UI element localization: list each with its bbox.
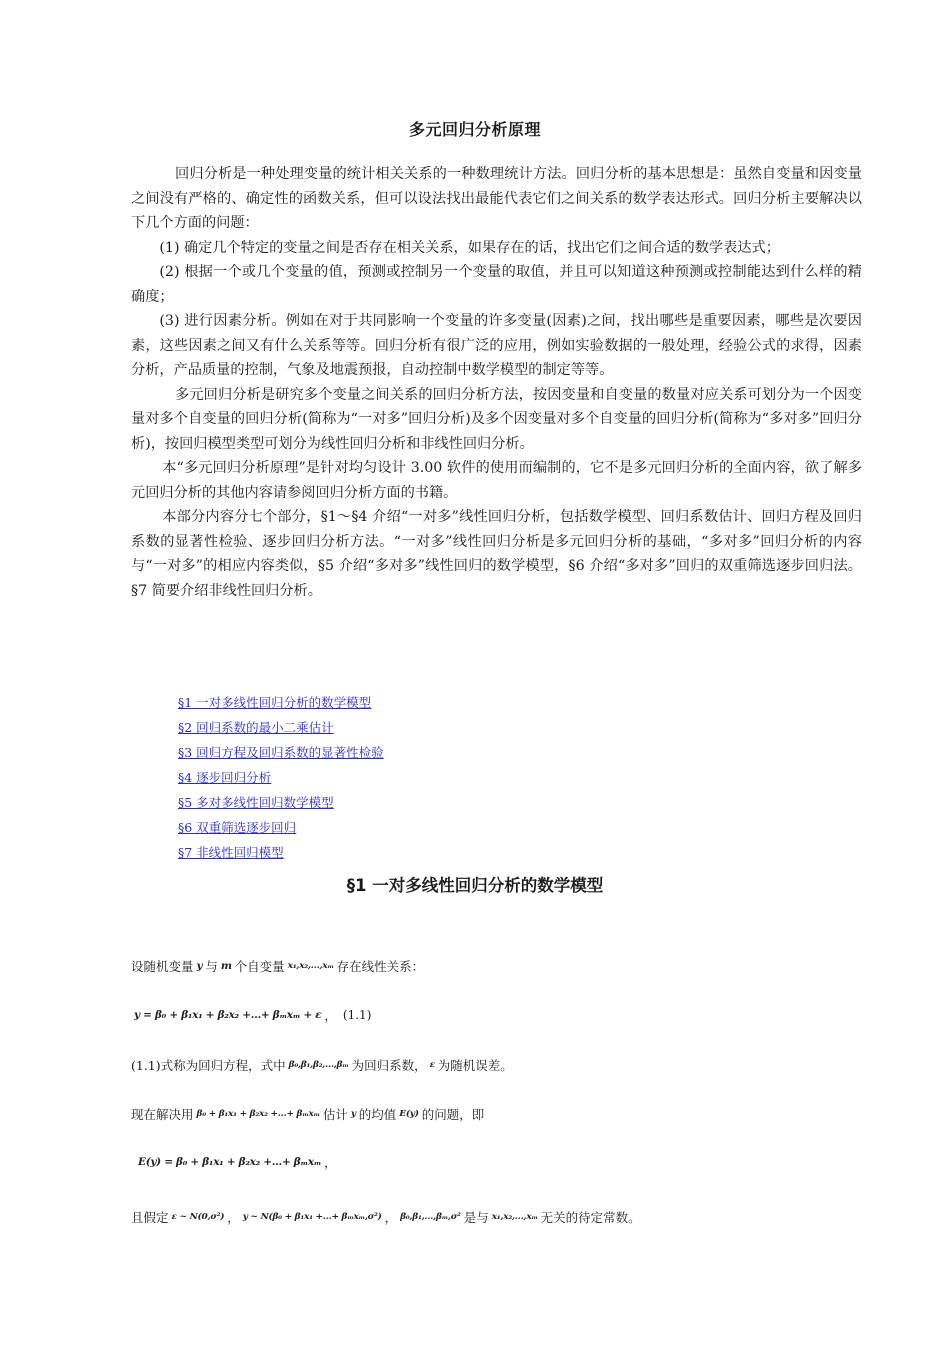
model-intro-line: 设随机变量 y 与 m 个自变量 x₁,x₂,…,xₘ 存在线性关系： xyxy=(131,959,425,974)
formula-variables-2: x₁,x₂,…,xₘ xyxy=(491,1212,538,1222)
formula-regression-equation: y = β₀ + β₁x₁ + β₂x₂ +…+ βₘxₘ + ε xyxy=(134,1009,322,1021)
formula-error-distribution: ε ~ N(0,σ²) xyxy=(171,1212,225,1222)
paragraph-outline: 本部分内容分七个部分，§1～§4 介绍“一对多”线性回归分析，包括数学模型、回归系数估计、回归方程及回归系数的显著性检验、逐步回归分析方法。“一对多”线性回归分析是多元回归分析的基础，“多对多”回归分析的内容与“一对多”的相应内容类似，§5 介绍“多对多”线性回归的数学模型，§6 介绍“多对多”回归的双重筛选逐步回归法。§7 简要介绍非线性回归分析。 xyxy=(131,509,862,599)
section-1-heading: §1 一对多线性回归分析的数学模型 xyxy=(346,876,604,895)
toc-link-section-4[interactable]: §4 逐步回归分析 xyxy=(178,770,272,785)
expectation-equation: E(y) = β₀ + β₁x₁ + β₂x₂ +…+ βₘxₘ ， xyxy=(138,1155,337,1170)
toc-link-section-3[interactable]: §3 回归方程及回归系数的显著性检验 xyxy=(178,745,384,760)
toc-link-section-7[interactable]: §7 非线性回归模型 xyxy=(178,845,284,860)
formula-betas: β₀,β₁,β₂,…,βₘ xyxy=(288,1060,349,1070)
paragraph-software-note: 本“多元回归分析原理”是针对均匀设计 3.00 软件的使用而编制的，它不是多元回归分析的全面内容，欲了解多元回归分析的其他内容请参阅回归分析方面的书籍。 xyxy=(131,460,862,501)
formula-epsilon: ε xyxy=(429,1060,435,1070)
formula-linear-form: β₀ + β₁x₁ + β₂x₂ +…+ βₘxₘ xyxy=(196,1109,320,1119)
formula-expectation-equation: E(y) = β₀ + β₁x₁ + β₂x₂ +…+ βₘxₘ xyxy=(138,1156,322,1168)
paragraph-multivariate: 多元回归分析是研究多个变量之间关系的回归分析方法，按因变量和自变量的数量对应关系可划分为一个因变量对多个自变量的回归分析(简称为“一对多”回归分析)及多个因变量对多个自变量的回归分析(简称为“多对多”回归分析)，按回归模型类型可划分为线性回归分析和非线性回归分析。 xyxy=(131,386,862,452)
formula-variables: x₁,x₂,…,xₘ xyxy=(287,961,334,971)
coefficients-line: (1.1)式称为回归方程，式中 β₀,β₁,β₂,…,βₘ 为回归系数， ε 为随机误差。 xyxy=(131,1058,513,1073)
formula-parameters: β₀,β₁,…,βₘ,σ² xyxy=(400,1212,461,1222)
assumption-line: 且假定 ε ~ N(0,σ²) ， y ~ N(β₀ + β₁x₁ +…+ βₘxₘ,σ²) ， β₀,β₁,…,βₘ,σ² 是与 x₁,x₂,…,xₘ 无关的待定常数。 xyxy=(131,1210,641,1225)
paragraph-item-1: (1) 确定几个特定的变量之间是否存在相关关系，如果存在的话，找出它们之间合适的数学表达式； xyxy=(159,239,780,256)
formula-m: m xyxy=(220,960,232,972)
intro-body xyxy=(131,162,862,603)
equation-1-1: y = β₀ + β₁x₁ + β₂x₂ +…+ βₘxₘ + ε ， (1.1) xyxy=(134,1008,372,1023)
table-of-contents xyxy=(178,690,384,865)
paragraph-item-2: (2) 根据一个或几个变量的值，预测或控制另一个变量的取值，并且可以知道这种预测或控制能达到什么样的精确度； xyxy=(131,264,862,305)
toc-link-section-1[interactable]: §1 一对多线性回归分析的数学模型 xyxy=(178,695,372,710)
formula-y: y xyxy=(196,960,203,972)
paragraph-item-3: (3) 进行因素分析。例如在对于共同影响一个变量的许多变量(因素)之间，找出哪些是重要因素，哪些是次要因素，这些因素之间又有什么关系等等。回归分析有很广泛的应用，例如实验数据的一般处理，经验公式的求得，因素分析，产品质量的控制，气象及地震预报，自动控制中数学模型的制定等等。 xyxy=(131,313,862,378)
equation-number: (1.1) xyxy=(342,1008,372,1022)
toc-link-section-6[interactable]: §6 双重筛选逐步回归 xyxy=(178,820,297,835)
formula-expectation: E(y) xyxy=(399,1109,419,1119)
paragraph-intro: 回归分析是一种处理变量的统计相关关系的一种数理统计方法。回归分析的基本思想是：虽然自变量和因变量之间没有严格的、确定性的函数关系，但可以设法找出最能代表它们之间关系的数学表达形式。回归分析主要解决以下几个方面的问题： xyxy=(131,166,862,231)
estimation-line: 现在解决用 β₀ + β₁x₁ + β₂x₂ +…+ βₘxₘ 估计 y 的均值 E(y) 的问题，即 xyxy=(131,1107,485,1122)
formula-y-2: y xyxy=(350,1109,356,1119)
document-title: 多元回归分析原理 xyxy=(408,120,541,139)
toc-link-section-2[interactable]: §2 回归系数的最小二乘估计 xyxy=(178,720,334,735)
toc-link-section-5[interactable]: §5 多对多线性回归数学模型 xyxy=(178,795,334,810)
formula-y-distribution: y ~ N(β₀ + β₁x₁ +…+ βₘxₘ,σ²) xyxy=(242,1212,382,1222)
